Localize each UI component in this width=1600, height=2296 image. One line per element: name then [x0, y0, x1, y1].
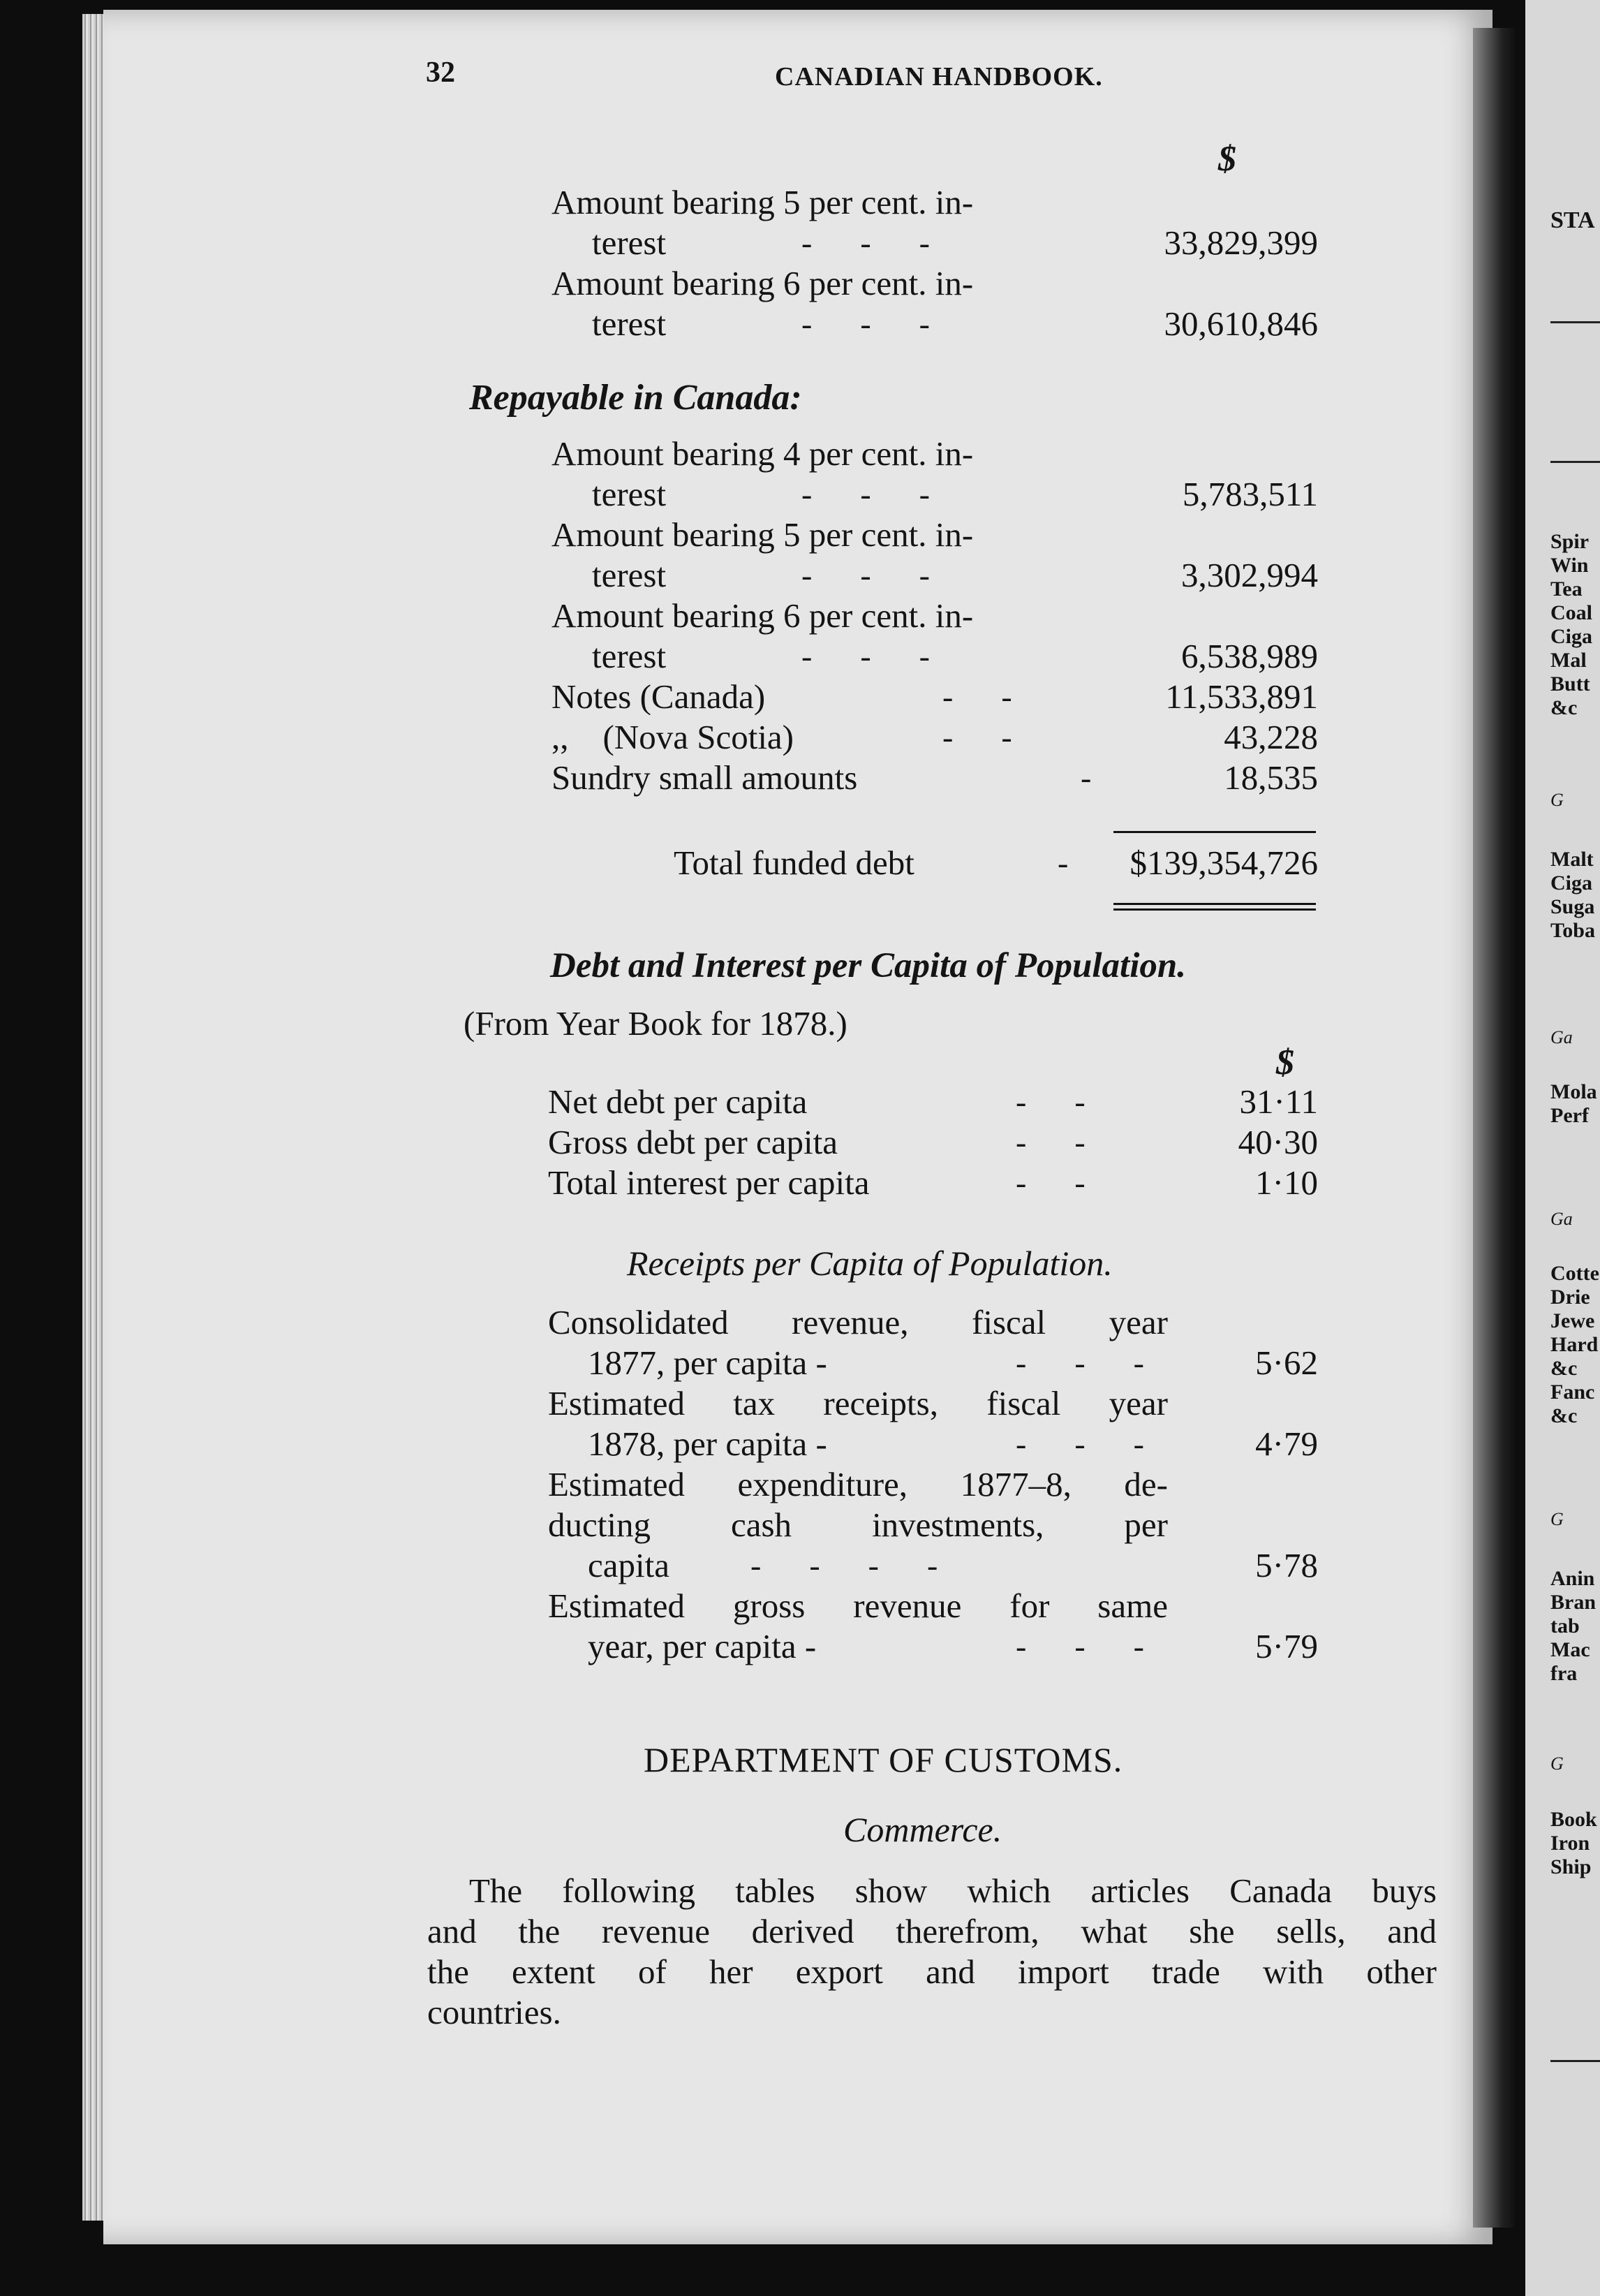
- notes-row-amount: 43,228: [1224, 718, 1318, 756]
- debt-row-amount: 6,538,989: [1181, 637, 1318, 675]
- leader-dashes: -: [1081, 760, 1092, 795]
- adjacent-list-item: Iron: [1550, 1832, 1590, 1855]
- adjacent-list-item: Butt: [1550, 672, 1590, 696]
- receipt-value: 5·79: [1255, 1627, 1318, 1665]
- per-capita-label: Total interest per capita: [548, 1163, 870, 1202]
- receipt-label: Estimated gross revenue for same: [548, 1587, 1168, 1625]
- adjacent-list-item: Tea: [1550, 577, 1583, 601]
- leader-dashes: - - -: [1016, 1426, 1144, 1462]
- adjacent-list-item: Ciga: [1550, 625, 1592, 648]
- paragraph-line: and the revenue derived therefrom, what she sells, and: [427, 1912, 1437, 1950]
- adjacent-group-label: G: [1550, 1509, 1564, 1529]
- adjacent-page-header: STA: [1550, 207, 1595, 233]
- leader-dashes: - -: [1016, 1165, 1086, 1200]
- notes-row-label: Notes (Canada): [551, 677, 766, 716]
- currency-symbol: $: [1218, 139, 1236, 179]
- leader-dashes: - - -: [801, 638, 930, 674]
- adjacent-group-label: Ga: [1550, 1209, 1573, 1229]
- adjacent-list-item: Mola: [1550, 1080, 1597, 1103]
- adjacent-list-item: Ship: [1550, 1855, 1592, 1878]
- per-capita-heading: Debt and Interest per Capita of Population.: [550, 946, 1186, 985]
- debt-row-label-cont: terest: [592, 637, 667, 675]
- adjacent-list-item: Toba: [1550, 919, 1595, 942]
- per-capita-label: Net debt per capita: [548, 1082, 808, 1121]
- total-funded-debt-label: Total funded debt: [674, 844, 914, 882]
- receipt-value: 5·78: [1255, 1546, 1318, 1584]
- paragraph-line: countries.: [427, 1993, 561, 2031]
- adjacent-list-item: &c: [1550, 1404, 1578, 1427]
- adjacent-list-item: &c: [1550, 1357, 1578, 1380]
- adjacent-list-item: Spir: [1550, 530, 1590, 553]
- leader-dashes: - - -: [801, 476, 930, 512]
- adjacent-list-item: Suga: [1550, 895, 1595, 918]
- adjacent-list-item: Hard: [1550, 1333, 1599, 1356]
- customs-heading: DEPARTMENT OF CUSTOMS.: [644, 1740, 1123, 1779]
- leader-dashes: - -: [1016, 1124, 1086, 1160]
- adjacent-list-item: &c: [1550, 696, 1578, 719]
- debt-row-label: Amount bearing 6 per cent. in-: [551, 596, 974, 635]
- receipt-label: ducting cash investments, per: [548, 1506, 1168, 1544]
- adjacent-list-item: Cotte: [1550, 1262, 1599, 1285]
- per-capita-value: 40·30: [1238, 1123, 1318, 1161]
- leader-dashes: - -: [1016, 1084, 1086, 1119]
- debt-row-label-cont: terest: [592, 556, 667, 594]
- adjacent-group-label: G: [1550, 1753, 1564, 1774]
- adjacent-list-item: Malt: [1550, 848, 1594, 871]
- per-capita-label: Gross debt per capita: [548, 1123, 838, 1161]
- adjacent-page-rule: [1550, 461, 1600, 463]
- debt-row-amount: 30,610,846: [1164, 304, 1318, 343]
- leader-dashes: - - -: [801, 306, 930, 341]
- canada-heading: Repayable in Canada:: [469, 378, 802, 418]
- adjacent-list-item: Perf: [1550, 1104, 1589, 1127]
- receipt-label: Estimated tax receipts, fiscal year: [548, 1384, 1168, 1422]
- notes-row-amount: 18,535: [1224, 758, 1318, 797]
- paragraph-line: the extent of her export and import trade with other: [427, 1952, 1437, 1991]
- debt-row-amount: 3,302,994: [1181, 556, 1318, 594]
- debt-row-label: Amount bearing 4 per cent. in-: [551, 434, 974, 473]
- debt-row-label-cont: terest: [592, 475, 667, 513]
- leader-dashes: - - -: [801, 225, 930, 260]
- debt-row-label-cont: terest: [592, 304, 667, 343]
- sum-rule: [1113, 831, 1316, 833]
- adjacent-group-label: G: [1550, 790, 1564, 810]
- adjacent-list-item: Coal: [1550, 601, 1592, 624]
- adjacent-list-item: tab: [1550, 1614, 1580, 1638]
- adjacent-list-item: Ciga: [1550, 871, 1592, 895]
- page-number: 32: [426, 57, 455, 89]
- leader-dashes: - -: [942, 719, 1012, 755]
- debt-row-label-cont: terest: [592, 223, 667, 262]
- adjacent-page-rule: [1550, 321, 1600, 323]
- receipt-label-last: 1877, per capita -: [588, 1344, 827, 1382]
- adjacent-page: [1525, 0, 1600, 2296]
- receipt-value: 5·62: [1255, 1344, 1318, 1382]
- adjacent-list-item: Book: [1550, 1808, 1597, 1831]
- book-gutter: [1473, 28, 1515, 2228]
- debt-row-amount: 33,829,399: [1164, 223, 1318, 262]
- leader-dashes: - - - -: [750, 1547, 938, 1583]
- adjacent-list-item: Mal: [1550, 649, 1587, 672]
- debt-row-label: Amount bearing 6 per cent. in-: [551, 264, 974, 302]
- total-double-rule: [1113, 903, 1316, 911]
- adjacent-list-item: Mac: [1550, 1638, 1590, 1661]
- adjacent-page-rule: [1550, 2060, 1600, 2062]
- commerce-subheading: Commerce.: [843, 1810, 1002, 1849]
- paragraph-line: The following tables show which articles Canada buys: [469, 1871, 1437, 1910]
- leader-dashes: - - -: [1016, 1345, 1144, 1381]
- adjacent-group-label: Ga: [1550, 1027, 1573, 1047]
- running-title: CANADIAN HANDBOOK.: [775, 62, 1103, 91]
- per-capita-source: (From Year Book for 1878.): [464, 1004, 847, 1043]
- per-capita-currency: $: [1276, 1043, 1294, 1082]
- total-funded-debt-amount: $139,354,726: [1129, 844, 1318, 882]
- adjacent-list-item: Win: [1550, 554, 1589, 577]
- receipt-label: Estimated expenditure, 1877–8, de-: [548, 1465, 1168, 1503]
- adjacent-list-item: Bran: [1550, 1591, 1597, 1614]
- debt-row-label: Amount bearing 5 per cent. in-: [551, 515, 974, 554]
- debt-row-label: Amount bearing 5 per cent. in-: [551, 183, 974, 221]
- adjacent-list-item: Jewe: [1550, 1309, 1595, 1332]
- receipts-heading: Receipts per Capita of Population.: [627, 1244, 1113, 1283]
- leader-dashes: - - -: [1016, 1628, 1144, 1664]
- receipt-label-last: capita: [588, 1546, 669, 1584]
- total-dash: -: [1058, 845, 1069, 881]
- adjacent-list-item: Fanc: [1550, 1381, 1595, 1404]
- leader-dashes: - - -: [801, 557, 930, 593]
- leader-dashes: - -: [942, 679, 1012, 714]
- debt-row-amount: 5,783,511: [1182, 475, 1318, 513]
- receipt-label: Consolidated revenue, fiscal year: [548, 1303, 1168, 1341]
- adjacent-list-item: fra: [1550, 1662, 1578, 1685]
- notes-row-amount: 11,533,891: [1165, 677, 1318, 716]
- receipt-label-last: year, per capita -: [588, 1627, 817, 1665]
- per-capita-value: 31·11: [1239, 1082, 1318, 1121]
- per-capita-value: 1·10: [1255, 1163, 1318, 1202]
- adjacent-list-item: Anin: [1550, 1567, 1595, 1590]
- receipt-label-last: 1878, per capita -: [588, 1425, 827, 1463]
- adjacent-list-item: Drie: [1550, 1286, 1590, 1309]
- notes-row-label: ,, (Nova Scotia): [551, 718, 794, 756]
- receipt-value: 4·79: [1255, 1425, 1318, 1463]
- notes-row-label: Sundry small amounts: [551, 758, 858, 797]
